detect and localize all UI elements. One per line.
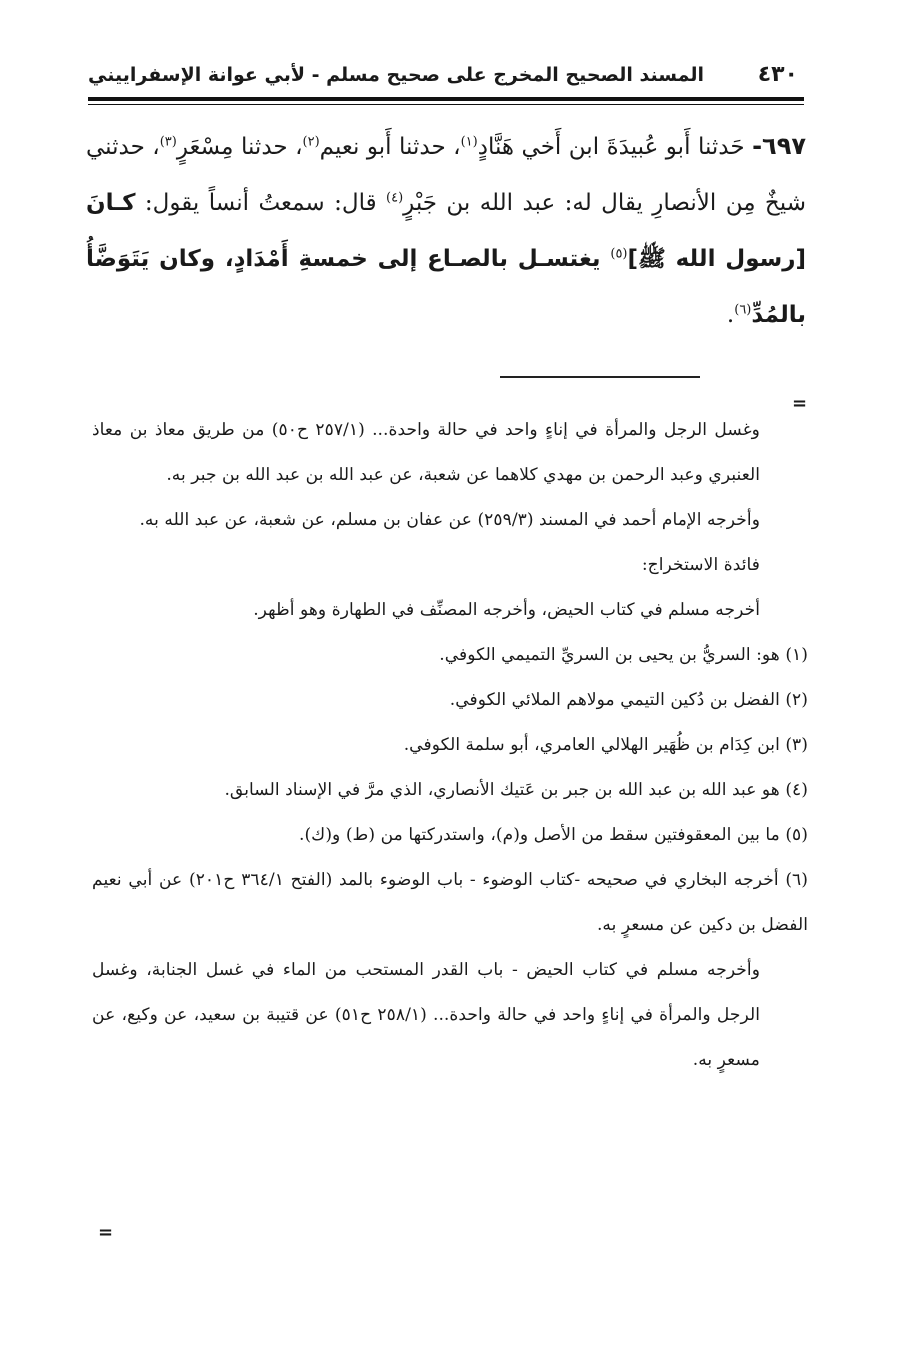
running-header <box>88 62 804 96</box>
footnote-ref-6[interactable]: (٦) <box>734 302 752 318</box>
continuation-mark-top: = <box>792 393 808 414</box>
page-number: ٤٣٠ <box>757 62 798 87</box>
hadith-number: ٦٩٧- <box>752 132 806 160</box>
continuation-mark-bottom: = <box>98 1222 114 1243</box>
text-segment: ، حدثنا أَبو نعيم <box>319 134 461 160</box>
header-title: المسند الصحيح المخرج على صحيح مسلم - لأبي عوانة الإسفراييني <box>88 64 704 86</box>
footnote-ref-5[interactable]: (٥) <box>610 246 628 262</box>
hadith-matn-bold: كـانَ [رسول الله ﷺ] <box>86 190 806 272</box>
footnote-separator <box>500 376 700 378</box>
text-segment: ، حدثنا مِسْعَرٍ <box>176 134 303 160</box>
footnote-item-6: (٦) أخرجه البخاري في صحيحه -كتاب الوضوء - باب الوضوء بالمد (الفتح ٣٦٤/١ ح٢٠١) عن أبي نعيم الفضل بن دكين عن مسعرٍ به. <box>92 870 808 935</box>
footnote-tail-line: وأخرجه مسلم في كتاب الحيض - باب القدر المستحب من الماء في غسل الجنابة، وغسل الرجل والمرأة في إناءٍ واحد في حالة واحدة... (٢٥٨/١ ح٥١) عن قتيبة بن سعيد، عن وكيع، عن مسعرٍ به. <box>92 960 760 1070</box>
footnote-continuation-line: وغسل الرجل والمرأة في إناءٍ واحد في حالة واحدة... (٢٥٧/١ ح٥٠) من طريق معاذ بن معاذ العنبري وعبد الرحمن بن مهدي كلاهما عن شعبة، عن عبد الله بن عبد الله بن جبر به. <box>92 420 760 485</box>
footnote-ref-1[interactable]: (١) <box>460 134 478 150</box>
footnote-ref-4[interactable]: (٤) <box>386 190 404 206</box>
footnote-continuation-line: أخرجه مسلم في كتاب الحيض، وأخرجه المصنِّف في الطهارة وهو أظهر. <box>253 600 760 620</box>
footnote-continuation-line: وأخرجه الإمام أحمد في المسند (٢٥٩/٣) عن عفان بن مسلم، عن شعبة، عن عبد الله به. <box>139 510 760 530</box>
text-segment: . <box>726 302 735 328</box>
header-rule-thick <box>88 97 804 101</box>
footnote-item-3: (٣) ابن كِدَام بن ظُهَير الهلالي العامري، أبو سلمة الكوفي. <box>403 735 808 755</box>
text-segment: قال: سمعتُ أنساً يقول: <box>135 190 386 216</box>
footnote-ref-2[interactable]: (٢) <box>302 134 320 150</box>
header-rule-thin <box>88 104 804 105</box>
text-segment: حَدثنا أَبو عُبيدَةَ ابن أَخي هَنَّادٍ <box>477 134 753 160</box>
hadith-text <box>86 118 806 343</box>
footnotes <box>92 408 808 1083</box>
footnote-item-1: (١) هو: السريُّ بن يحيى بن السريِّ التميمي الكوفي. <box>439 645 808 665</box>
hadith-paragraph <box>86 118 806 343</box>
footnote-item-4: (٤) هو عبد الله بن عبد الله بن جبر بن عَتيك الأنصاري، الذي مرَّ في الإسناد السابق. <box>224 780 808 800</box>
footnote-item-5: (٥) ما بين المعقوفتين سقط من الأصل و(م)، واستدركتها من (ط) و(ك). <box>299 825 808 845</box>
footnote-item-2: (٢) الفضل بن دُكين التيمي مولاهم الملائي الكوفي. <box>449 690 808 710</box>
footnote-ref-3[interactable]: (٣) <box>159 134 177 150</box>
text-segment: ، حدثني شيخٌ مِن الأنصارِ يقال له: عبد الله بن جَبْرٍ <box>86 134 806 216</box>
hadith-matn-bold: يغتسـل بالصـاع إلى خمسةِ أَمْدَادٍ، وكان يَتَوَضَّأُ بالمُدِّ <box>86 246 806 328</box>
footnote-continuation-line: فائدة الاستخراج: <box>641 555 760 575</box>
